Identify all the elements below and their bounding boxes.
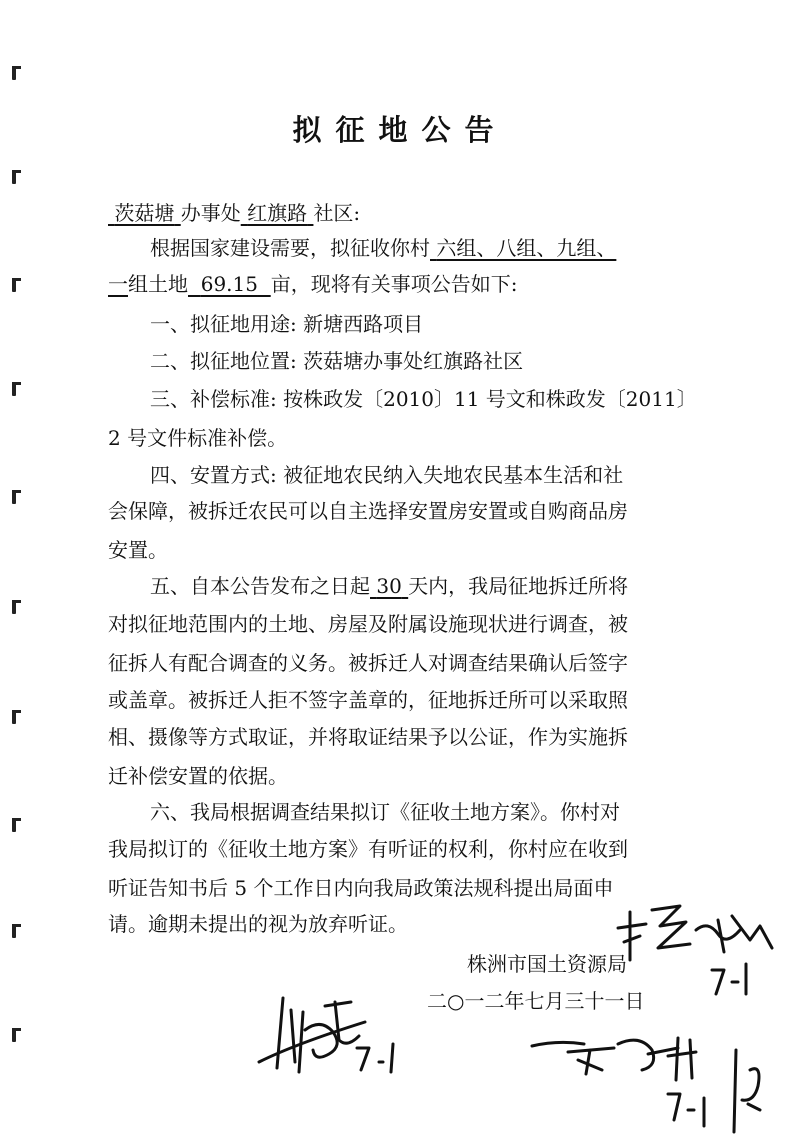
item-5-line-5: 相、摄像等方式取证，并将取证结果予以公证，作为实施拆 (108, 725, 628, 749)
item-4-line-2: 会保障，被拆迁农民可以自主选择安置房安置或自购商品房 (108, 499, 628, 523)
binder-mark (12, 382, 16, 396)
issuer: 株洲市国土资源局 (467, 952, 627, 976)
addressee-office: 茨菇塘 (114, 201, 175, 225)
binder-mark (12, 170, 16, 184)
item-5-line-1: 五、自本公告发布之日起 30 天内，我局征地拆迁所将 (150, 574, 629, 598)
item-4-line-1: 四、安置方式: 被征地农民纳入失地农民基本生活和社 (150, 463, 624, 487)
item-6-line-2: 我局拟订的《征收土地方案》有听证的权利，你村应在收到 (108, 837, 628, 861)
addressee-community: 红旗路 (247, 201, 308, 225)
addressee-office-suffix: 办事处 (180, 201, 241, 225)
item-3-line-1: 三、补偿标准: 按株政发〔2010〕11 号文和株政发〔2011〕 (150, 387, 697, 411)
binder-mark (12, 600, 16, 614)
handwritten-signature-left (255, 992, 425, 1086)
intro-line-2: 一组土地 69.15 亩，现将有关事项公告如下: (108, 272, 518, 296)
binder-mark (12, 490, 16, 504)
handwritten-signature-right (600, 890, 790, 1024)
item-6-line-3: 听证告知书后 5 个工作日内向我局政策法规科提出局面申 (108, 876, 614, 900)
binder-mark (12, 818, 16, 832)
binder-mark (12, 924, 16, 938)
item-4-line-3: 安置。 (108, 538, 168, 562)
item-5-days: 30 (376, 574, 402, 598)
binder-mark (12, 1028, 16, 1042)
handwritten-signature-bottom (528, 1030, 778, 1138)
binder-mark (12, 278, 16, 292)
item-5-line-4: 或盖章。被拆迁人拒不签字盖章的，征地拆迁所可以采取照 (108, 688, 628, 712)
intro-line-1: 根据国家建设需要，拟征收你村 六组、八组、九组、 (150, 236, 617, 260)
addressee-line (108, 199, 360, 227)
binder-mark (12, 710, 16, 724)
intro-area: 69.15 (200, 272, 258, 296)
item-5-line-3: 征拆人有配合调查的义务。被拆迁人对调查结果确认后签字 (108, 651, 628, 675)
binder-mark (12, 66, 16, 80)
item-6-line-1: 六、我局根据调查结果拟订《征收土地方案》。你村对 (150, 800, 620, 824)
item-2: 二、拟征地位置: 茨菇塘办事处红旗路社区 (150, 349, 524, 373)
item-5-line-2: 对拟征地范围内的土地、房屋及附属设施现状进行调查，被 (108, 612, 628, 636)
addressee-community-suffix: 社区: (313, 201, 361, 225)
intro-groups-end: 一 (108, 272, 128, 296)
document-title: 拟征地公告 (292, 113, 508, 147)
item-1: 一、拟征地用途: 新塘西路项目 (150, 312, 424, 336)
item-6-line-4: 请。逾期未提出的视为放弃听证。 (108, 912, 408, 936)
issue-date: 二○一二年七月三十一日 (427, 989, 645, 1013)
intro-groups: 六组、八组、九组、 (436, 236, 617, 260)
item-3-line-2: 2 号文件标准补偿。 (108, 426, 288, 450)
item-5-line-6: 迁补偿安置的依据。 (108, 764, 288, 788)
